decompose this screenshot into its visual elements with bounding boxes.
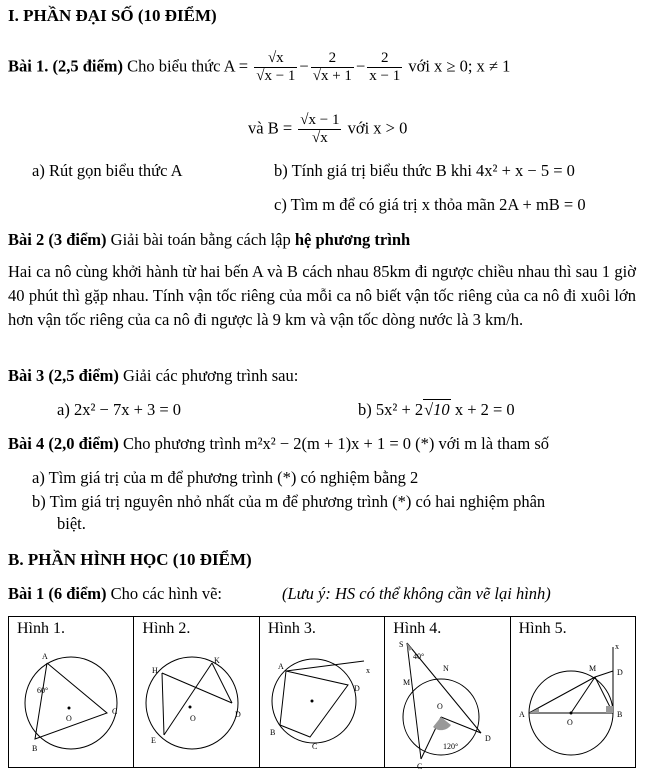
problem-3-part-b-pre: b) 5x² + 2 xyxy=(358,400,424,419)
fraction-b-num: √x − 1 xyxy=(300,112,340,128)
fraction-1-num: √x xyxy=(254,50,297,68)
geometry-1-intro: Cho các hình vẽ: xyxy=(106,584,223,603)
fig2-label-d: D xyxy=(235,710,242,719)
problem-4-line xyxy=(8,434,549,454)
fig5-label-o: O xyxy=(566,718,573,727)
fig3-label-d: D xyxy=(353,684,360,693)
figure-5-caption: Hình 5. xyxy=(518,620,567,637)
problem-1-condition: với x ≥ 0; x ≠ 1 xyxy=(404,56,511,76)
problem-2-method: hệ phương trình xyxy=(294,230,411,249)
figure-2-caption: Hình 2. xyxy=(142,620,191,637)
fraction-b-den: √x xyxy=(312,130,328,146)
problem-4-part-a: a) Tìm giá trị của m để phương trình (*) có nghiệm bằng 2 xyxy=(32,468,419,487)
problem-4-intro: Cho phương trình m²x² − 2(m + 1)x + 1 = 0 (*) với m là tham số xyxy=(118,434,549,453)
fig4-label-d: D xyxy=(485,734,491,743)
geometry-1-label: Bài 1 (6 điểm) xyxy=(8,584,107,603)
fig1-label-b: B xyxy=(32,744,38,753)
problem-1-part-b: b) Tính giá trị biểu thức B khi 4x² + x − 5 = 0 xyxy=(274,161,575,180)
problem-3-part-b xyxy=(358,400,515,420)
problem-4-label: Bài 4 (2,0 điểm) xyxy=(8,434,119,453)
problem-2-intro: Giải bài toán bằng cách lập xyxy=(106,230,295,249)
problem-3-line xyxy=(8,366,298,386)
fig4-label-n: N xyxy=(443,664,449,673)
fig5-label-m: M xyxy=(588,664,596,673)
expression-b-label: và B = xyxy=(248,118,297,138)
problem-3-label: Bài 3 (2,5 điểm) xyxy=(8,366,119,385)
fig1-label-a: A xyxy=(42,652,48,661)
fig4-label-o: O xyxy=(437,702,443,711)
fig3-label-x: x xyxy=(365,666,370,675)
fraction-3 xyxy=(367,50,402,85)
fraction-2 xyxy=(311,50,354,85)
geometry-1-line xyxy=(8,584,222,604)
figure-3-diagram xyxy=(260,641,384,769)
fig2-label-o: O xyxy=(190,714,197,723)
problem-1-intro: Cho biểu thức A = xyxy=(123,56,253,76)
figure-cell-1 xyxy=(9,617,134,767)
fig2-label-e: E xyxy=(151,736,157,745)
problem-1-line: Bài 1. (2,5 điểm) Cho biểu thức A = $\frac{√x}{√x - 1}$ − $\frac{2}{√x + 1}$ − $\frac{2}{x - 1}$ với x ≥ 0; x ≠ 1 xyxy=(8,50,511,84)
problem-1-part-c: c) Tìm m để có giá trị x thỏa mãn 2A + mB = 0 xyxy=(274,195,586,214)
expression-b-line xyxy=(248,112,407,147)
figure-5-diagram xyxy=(511,641,635,769)
figures-table xyxy=(8,616,636,768)
figure-3-caption: Hình 3. xyxy=(267,620,316,637)
figure-4-diagram xyxy=(385,641,509,769)
sqrt-10: √10 xyxy=(424,400,450,419)
figure-4-caption: Hình 4. xyxy=(393,620,442,637)
fig2-label-k: K xyxy=(214,656,221,665)
problem-1-part-a: a) Rút gọn biểu thức A xyxy=(32,161,183,180)
fraction-1-den: √x − 1 xyxy=(256,68,296,84)
problem-2-label: Bài 2 (3 điểm) xyxy=(8,230,107,249)
figure-1-caption: Hình 1. xyxy=(17,620,65,637)
expression-b-condition: với x > 0 xyxy=(343,118,408,138)
fraction-2-den: √x + 1 xyxy=(312,68,352,84)
problem-1-label: Bài 1. (2,5 điểm) xyxy=(8,56,124,76)
fraction-1 xyxy=(254,50,297,85)
fraction-3-num: 2 xyxy=(367,50,402,68)
section-title-algebra: I. PHẦN ĐẠI SỐ (10 ĐIỂM) xyxy=(8,6,217,25)
figure-cell-3 xyxy=(260,617,385,767)
problem-3-part-b-post: x + 2 = 0 xyxy=(450,400,515,419)
fraction-b xyxy=(298,112,341,147)
fig1-label-angle: 60° xyxy=(37,686,49,695)
figure-cell-5 xyxy=(511,617,635,767)
fig4-label-m: M xyxy=(403,678,411,687)
figure-2-diagram xyxy=(134,641,258,769)
fraction-3-den: x − 1 xyxy=(369,68,401,84)
geometry-1-note: (Lưu ý: HS có thể không cần vẽ lại hình) xyxy=(282,584,551,603)
fig5-label-a: A xyxy=(518,710,525,719)
fig5-label-x: x xyxy=(614,642,619,651)
fig5-label-b: B xyxy=(616,710,622,719)
problem-3-intro: Giải các phương trình sau: xyxy=(118,366,299,385)
fig5-label-d: D xyxy=(616,668,623,677)
fig4-label-s: S xyxy=(399,641,404,649)
problem-2-line xyxy=(8,230,410,250)
fig2-label-h: H xyxy=(152,666,159,675)
fig4-label-angle-1: 40° xyxy=(413,652,425,661)
problem-4-part-b: b) Tìm giá trị nguyên nhỏ nhất của m để phương trình (*) có hai nghiệm phân xyxy=(32,492,546,511)
problem-3-part-a: a) 2x² − 7x + 3 = 0 xyxy=(57,400,182,419)
figure-cell-2 xyxy=(134,617,259,767)
figure-1-diagram xyxy=(9,641,133,769)
fig4-label-c: C xyxy=(417,762,423,769)
fig4-label-angle-2: 120° xyxy=(443,742,459,751)
problem-2-paragraph: Hai ca nô cùng khởi hành từ hai bến A và B cách nhau 85km đi ngược chiều nhau thì sau 1 giờ 40 phút thì gặp nhau. Tính vận tốc riêng của mỗi ca nô biết vận tốc riêng của ca nô đi xuôi lớn hơn vận tốc riêng của ca nô đi ngược là 9 km và vận tốc dòng nước là 3 km/h. xyxy=(8,262,636,329)
fig3-label-b: B xyxy=(269,728,276,737)
figure-cell-4 xyxy=(385,617,510,767)
fig1-label-c: C xyxy=(112,707,118,716)
fig1-label-o: O xyxy=(66,714,72,723)
fraction-2-num: 2 xyxy=(311,50,354,68)
problem-4-part-b-cont: biệt. xyxy=(57,514,86,533)
fig3-label-c: C xyxy=(311,742,318,751)
section-title-geometry: B. PHẦN HÌNH HỌC (10 ĐIỂM) xyxy=(8,550,252,569)
fig3-label-a: A xyxy=(277,662,284,671)
